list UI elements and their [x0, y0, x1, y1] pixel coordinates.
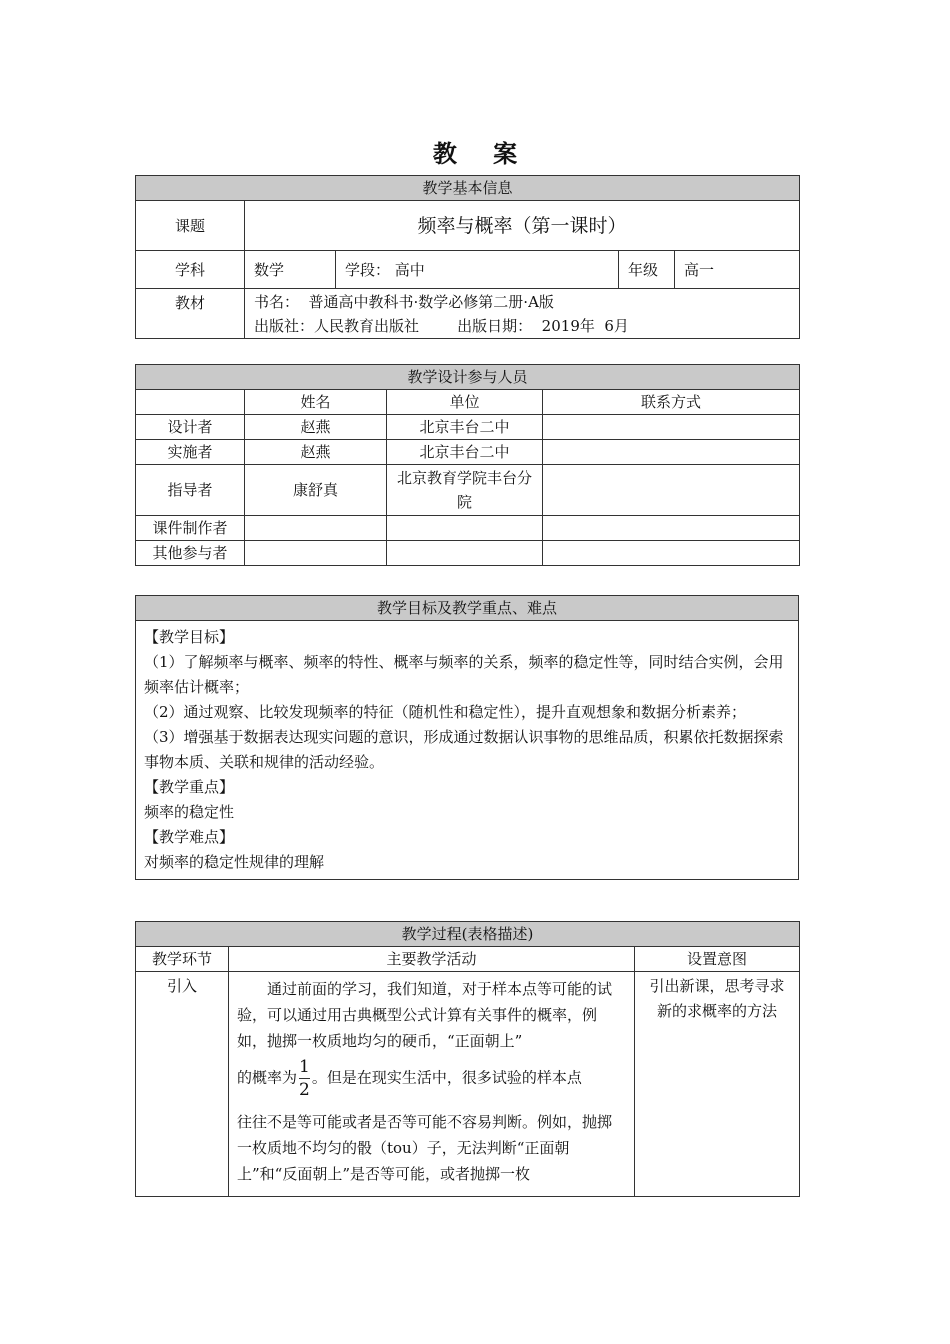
difficulty-text: 对频率的稳定性规律的理解: [144, 853, 325, 871]
role-cell: 其他参与者: [136, 541, 245, 566]
role-cell: 指导者: [136, 465, 245, 516]
process-col-stage: 教学环节: [136, 947, 229, 972]
grade-label: 年级: [619, 251, 675, 289]
table-row: [136, 541, 800, 566]
name-cell: [245, 541, 387, 566]
process-table: [135, 921, 800, 1197]
objectives-header: 教学目标及教学重点、难点: [136, 596, 799, 621]
unit-cell: 北京丰台二中: [387, 415, 543, 440]
basic-info-header: 教学基本信息: [136, 176, 800, 201]
table-row: [136, 415, 800, 440]
contact-cell: [543, 440, 800, 465]
participants-table: [135, 364, 800, 566]
table-row: [136, 465, 800, 516]
goal-2: （2）通过观察、比较发现频率的特征（随机性和稳定性），提升直观想象和数据分析素养；: [144, 703, 747, 721]
table-row: [136, 972, 800, 1197]
role-cell: 课件制作者: [136, 516, 245, 541]
textbook-label: 教材: [136, 289, 245, 339]
role-cell: 实施者: [136, 440, 245, 465]
activity-text-2b: 。但是在现实生活中，很多试验的样本点: [311, 1068, 582, 1087]
subject-value: 数学: [245, 251, 336, 289]
participants-col-unit: 单位: [387, 390, 543, 415]
intent-cell: 引出新课，思考寻求新的求概率的方法: [635, 972, 800, 1197]
goal-title: 【教学目标】: [144, 628, 235, 646]
process-col-intent: 设置意图: [635, 947, 800, 972]
activity-text-2: [237, 1056, 626, 1101]
topic-value: 频率与概率（第一课时）: [245, 201, 800, 251]
fraction-numerator: 1: [299, 1057, 310, 1077]
topic-label: 课题: [136, 201, 245, 251]
difficulty-title: 【教学难点】: [144, 828, 235, 846]
table-row: [136, 516, 800, 541]
book-line: 书名： 普通高中教科书·数学必修第二册·A版: [254, 293, 554, 311]
process-col-activity: 主要教学活动: [229, 947, 635, 972]
basic-info-table: [135, 175, 800, 339]
objectives-table: [135, 595, 799, 880]
goal-1: （1）了解频率与概率、频率的特性、概率与频率的关系，频率的稳定性等，同时结合实例，会用频率估计概率；: [144, 653, 784, 696]
goal-3: （3）增强基于数据表达现实问题的意识，形成通过数据认识事物的思维品质，积累依托数据探索事物本质、关联和规律的活动经验。: [144, 728, 784, 771]
name-cell: 赵燕: [245, 440, 387, 465]
subject-label: 学科: [136, 251, 245, 289]
unit-cell: [387, 541, 543, 566]
grade-value: 高一: [675, 251, 800, 289]
role-cell: 设计者: [136, 415, 245, 440]
activity-cell: [229, 972, 635, 1197]
unit-cell: 北京教育学院丰台分院: [387, 465, 543, 516]
key-point-title: 【教学重点】: [144, 778, 235, 796]
document-title: 教 案: [432, 139, 532, 168]
participants-header: 教学设计参与人员: [136, 365, 800, 390]
publisher-line: 出版社：人民教育出版社 出版日期： 2019年 6月: [254, 317, 629, 335]
process-header: 教学过程(表格描述): [136, 922, 800, 947]
contact-cell: [543, 541, 800, 566]
table-row: [136, 440, 800, 465]
key-point-text: 频率的稳定性: [144, 803, 235, 821]
activity-text-1: 通过前面的学习，我们知道，对于样本点等可能的试验，可以通过用古典概型公式计算有关事件的概率，例如，抛掷一枚质地均匀的硬币，“正面朝上”: [237, 980, 613, 1050]
name-cell: [245, 516, 387, 541]
activity-text-2a: 的概率为: [237, 1068, 298, 1087]
contact-cell: [543, 465, 800, 516]
objectives-body: [136, 621, 799, 880]
name-cell: 康舒真: [245, 465, 387, 516]
fraction-one-half: [299, 1056, 310, 1101]
textbook-info: [245, 289, 800, 339]
stage-label: 学段： 高中: [336, 251, 619, 289]
unit-cell: 北京丰台二中: [387, 440, 543, 465]
stage-cell: 引入: [136, 972, 229, 1197]
activity-text-3: 往往不是等可能或者是否等可能不容易判断。例如，抛掷一枚质地不均匀的骰（tou）子，无法判断“正面朝上”和“反面朝上”是否等可能，或者抛掷一枚: [237, 1113, 613, 1183]
participants-col-role: [136, 390, 245, 415]
participants-col-contact: 联系方式: [543, 390, 800, 415]
unit-cell: [387, 516, 543, 541]
contact-cell: [543, 516, 800, 541]
participants-col-name: 姓名: [245, 390, 387, 415]
name-cell: 赵燕: [245, 415, 387, 440]
fraction-denominator: 2: [299, 1080, 310, 1100]
contact-cell: [543, 415, 800, 440]
